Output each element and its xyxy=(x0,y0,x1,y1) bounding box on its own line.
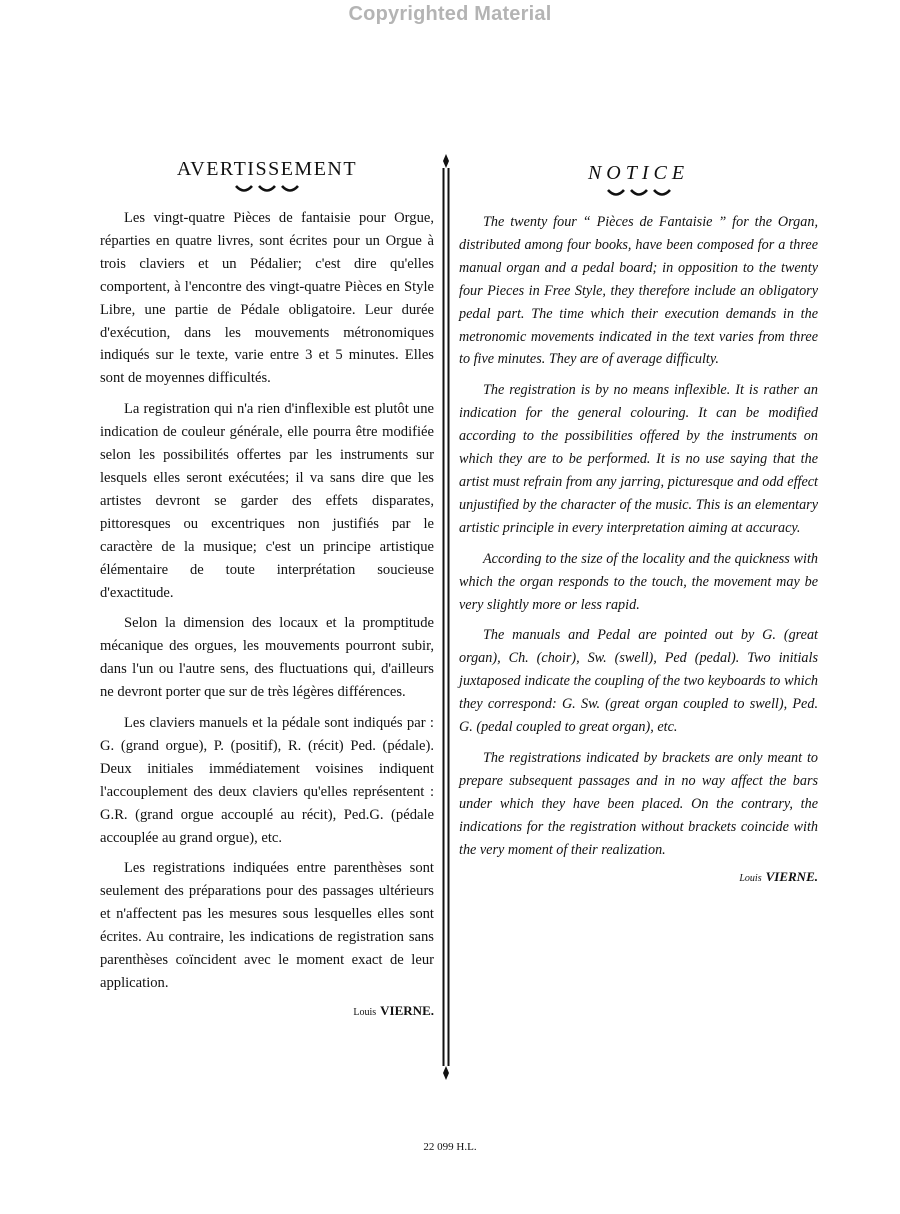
french-paragraph: Les claviers manuels et la pédale sont indiqués par : G. (grand orgue), P. (positif), R. (récit) Ped. (pédale). Deux initiales immédiatement voisines indiquent l'accouplement des deux claviers qu'elles représentent : G.R. (grand orgue accouplé au récit), Ped.G. (pédale accouplée au grand orgue), etc. xyxy=(100,715,434,846)
french-paragraph: La registration qui n'a rien d'inflexible est plutôt une indication de couleur générale, elle pourra être modifiée selon les possibilités offertes par les instruments sur lesquels elles seront exécutées; il va sans dire que les artistes devront se garder des effets disparates, pittoresques ou excentriques non justifiés par le caractère de la musique; c'est un principe artistique élémentaire de toute interprétation soucieuse d'exactitude. xyxy=(100,401,434,601)
english-paragraph: The registrations indicated by brackets are only meant to prepare subsequent passages and in no way affect the bars under which they have been placed. On the contrary, the indications for the registration without brackets coincide with the very moment of their realization. xyxy=(459,749,818,858)
plate-number: 22 099 H.L. xyxy=(423,1141,477,1153)
copyright-watermark: Copyrighted Material xyxy=(348,3,552,25)
english-paragraph: According to the size of the locality and the quickness with which the organ responds to the touch, the movement may be very slightly more or less rapid. xyxy=(459,550,818,613)
french-paragraph: Les registrations indiquées entre parenthèses sont seulement des préparations pour des passages ultérieurs et n'affectent pas les mesures sous lesquelles elles sont écrites. Au contraire, les indications de registration sans parenthèses coïncident avec le moment exact de leur application. xyxy=(100,860,434,991)
french-paragraph: Selon la dimension des locaux et la promptitude mécanique des orgues, les mouvements pourront subir, dans l'un ou l'autre sens, des fluctuations qui, d'ailleurs ne devront porter que sur de très légères différences. xyxy=(100,615,434,701)
english-paragraph: The twenty four “ Pièces de Fantaisie ” for the Organ, distributed among four books, have been composed for a three manual organ and a pedal board; in opposition to the twenty four Pieces in Free Style, they therefore include an obligatory pedal part. The time which their execution demands in the metronomic movements indicated in the text varies from three to five minutes. They are of average difficulty. xyxy=(459,214,818,368)
title-ornament-icon xyxy=(232,183,302,195)
french-paragraph: Les vingt-quatre Pièces de fantaisie pour Orgue, réparties en quatre livres, sont écrites pour un Orgue à trois claviers et un Pédalier; c'est dire qu'elles comportent, à l'encontre des vingt-quatre Pièces en Style Libre, une partie de Pédale obligatoire. Leur durée d'exécution, dans les mouvements métronomiques indiqués sur le texte, varie entre 3 et 5 minutes. Elles sont de moyennes difficultés. xyxy=(100,210,434,387)
french-title: AVERTISSEMENT xyxy=(176,158,358,180)
french-column xyxy=(100,158,434,1019)
english-title: NOTICE xyxy=(587,162,690,184)
signature-family-name: VIERNE. xyxy=(765,869,818,885)
column-divider xyxy=(436,152,456,1082)
signature-given-name: Louis xyxy=(739,873,762,885)
signature-given-name: Louis xyxy=(353,1006,377,1018)
signature-family-name: VIERNE. xyxy=(380,1002,434,1018)
english-paragraph: The registration is by no means inflexible. It is rather an indication for the general colouring. It can be modified according to the possibilities offered by the instruments on which they are to be performed. It is no use saying that the artist must refrain from any jarring, picturesque and odd effect unjustified by the character of the music. This is an elementary artistic principle in every interpretation aiming at accuracy. xyxy=(459,382,818,536)
french-signature xyxy=(100,1003,434,1019)
english-signature xyxy=(459,869,818,885)
english-paragraph: The manuals and Pedal are pointed out by G. (great organ), Ch. (choir), Sw. (swell), Ped (pedal). Two initials juxtaposed indicate the coupling of the two keyboards to which they correspond: G. Sw. (great organ coupled to swell), Ped. G. (pedal coupled to great organ), etc. xyxy=(459,627,818,736)
title-ornament-icon xyxy=(604,187,674,199)
english-column xyxy=(459,158,818,885)
